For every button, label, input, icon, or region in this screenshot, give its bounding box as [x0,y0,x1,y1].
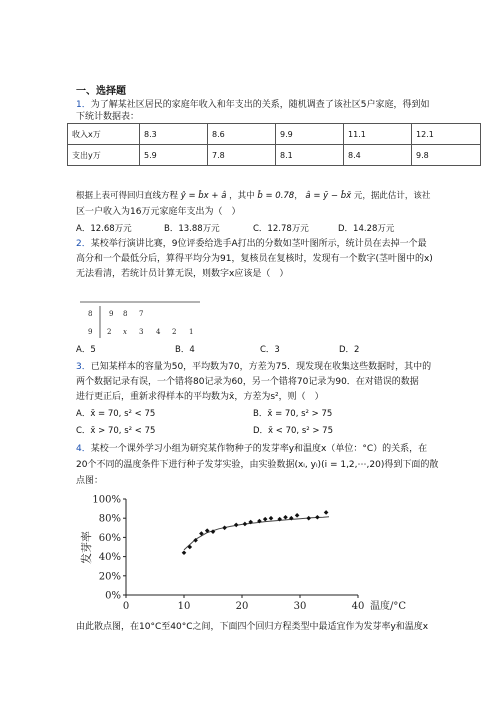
q3-line1 [76,361,431,373]
q3-choice-a[interactable]: A．x̄ = 70, s² < 75 [76,409,156,419]
q1-data-table [67,123,481,166]
table-cell: 支出y万 [68,145,140,166]
stem-leaf-row-1 [88,310,143,318]
table-cell: 8.1 [276,145,344,166]
q2-choice-d[interactable]: D．2 [339,345,360,355]
q1-line1 [76,99,429,111]
data-point [222,526,227,531]
y-tick-label: 80% [98,513,121,525]
data-point [324,510,329,515]
q2-number: 2． [76,239,91,249]
q2-choice-c[interactable]: C．3 [260,345,280,355]
q1-choice-d[interactable]: D．14.28万元 [338,224,395,234]
q1-line2: 下统计数据表： [76,112,140,122]
stem-8: 8 [88,310,93,318]
table-cell: 11.1 [344,124,412,145]
data-point [283,515,288,520]
data-point [234,523,239,528]
table-cell: 8.6 [208,124,276,145]
q2-choice-a[interactable]: A．5 [76,345,96,355]
q3-line2: 两个数据记录有误，一个错将80记录为60，另一个错将70记录为90．在对错误的数据 [76,377,419,387]
q3-choice-d[interactable]: D．x̄ < 70, s² > 75 [253,426,333,436]
table-cell: 12.1 [412,124,481,145]
data-point [182,550,187,555]
stem-9: 9 [88,328,93,336]
leaf-unknown-x: x [123,328,127,336]
table-cell: 9.9 [276,124,344,145]
intercept-formula: â = ȳ − b̂x̄ [305,191,352,201]
q2-line1 [76,238,427,250]
x-tick-label: 20 [235,601,249,612]
table-cell: 收入x万 [68,124,140,145]
q2-line2: 高分和一个最低分后，算得平均分为91，复核员在复核时，发现有一个数字(茎叶图中的x) [76,254,433,264]
x-tick-label: 30 [293,601,307,612]
leaf: 8 [123,310,128,318]
q1-choice-b[interactable]: B．13.88万元 [164,224,220,234]
y-tick-label: 60% [98,532,121,544]
data-point [263,517,268,522]
stem-leaf-plot [76,290,206,342]
table-cell: 9.8 [412,145,481,166]
data-point [269,516,274,521]
regression-formula: ŷ = b̂x + â [180,191,227,201]
q3-line3: 进行更正后，重新求得样本的平均数为x̄，方差为s²，则（ ） [76,392,324,402]
q2-text-1: 某校举行演讲比赛，9位评委给选手A打出的分数如茎叶图所示，统计员在去掉一个最 [90,239,427,249]
table-cell: 7.8 [208,145,276,166]
q4-text-1: 某校一个课外学习小组为研究某作物种子的发芽率y和温度x（单位：°C）的关系，在 [90,444,428,454]
table-row [68,145,481,166]
data-point [306,516,311,521]
q1-after-text-a: 根据上表可得回归直线方程 [76,191,179,201]
q4-line3: 点图： [76,476,104,486]
chart-ticks [92,495,364,613]
y-tick-label: 40% [98,552,121,564]
table-row [68,124,481,145]
q4-line2: 20个不同的温度条件下进行种子发芽实验，由实验数据(xᵢ, yᵢ)(i = 1,2,⋯,20)得到下面的散 [76,460,439,470]
slope-formula: b̂ = 0.78 [257,191,295,201]
x-axis-label: 温度/°C [370,601,407,612]
section-title: 一、选择题 [76,86,126,97]
leaf: 2 [107,328,112,336]
q3-text-1: 已知某样本的容量为50，平均数为70，方差为75．现发现在收集这些数据时，其中的 [90,362,432,372]
q2-line3: 无法看清，若统计员计算无误，则数字x应该是（ ） [76,269,289,279]
q1-number: 1． [76,100,91,110]
q2-choice-b[interactable]: B．4 [175,345,195,355]
leaf: 9 [109,310,114,318]
q3-choice-b[interactable]: B．x̄ = 70, s² > 75 [253,409,333,419]
y-tick-label: 100% [92,494,121,506]
data-point [295,513,300,518]
leaf: 2 [172,328,177,336]
leaf: 4 [156,328,161,336]
x-tick-label: 40 [351,601,365,612]
stem-leaf-row-2 [88,328,193,336]
data-point [243,522,248,527]
data-point [188,545,193,550]
q1-after-line1: 根据上表可得回归直线方程 ŷ = b̂x + â ，其中 b̂ = 0.78， â = ȳ − b̂x̄ 元，据此估计，该社 [76,191,431,201]
y-tick-label: 20% [98,571,121,583]
y-tick-label: 0% [105,590,121,602]
leaf: 7 [139,310,144,318]
q1-after-line2: 区一户收入为16万元家庭年支出为（ ） [76,207,241,217]
leaf: 3 [139,328,144,336]
q1-choice-a[interactable]: A．12.68万元 [76,224,132,234]
scatter-chart [76,488,416,616]
y-axis-label: 发芽率 [80,531,93,564]
q4-line1 [76,443,427,455]
x-tick-label: 10 [177,601,191,612]
q1-after-text-c: 元，据此估计，该社 [353,191,431,201]
q1-after-text-b: ，其中 [229,191,255,201]
table-cell: 8.3 [140,124,208,145]
table-cell: 5.9 [140,145,208,166]
leaf: 1 [189,328,194,336]
q3-number: 3． [76,362,91,372]
data-point [315,515,320,520]
q4-line4: 由此散点图，在10°C至40°C之间，下面四个回归方程类型中最适宜作为发芽率y和温度x [76,622,429,632]
table-cell: 8.4 [344,145,412,166]
trend-curve [184,517,329,550]
chart-axes [126,499,358,595]
q1-choice-c[interactable]: C．12.78万元 [253,224,309,234]
q4-number: 4． [76,444,91,454]
scatter-points [182,510,329,555]
x-tick-label: 0 [122,601,130,612]
q3-choice-c[interactable]: C．x̄ > 70, s² < 75 [76,426,156,436]
q1-text-1: 为了解某社区居民的家庭年收入和年支出的关系，随机调查了该社区5户家庭，得到如 [90,100,430,110]
